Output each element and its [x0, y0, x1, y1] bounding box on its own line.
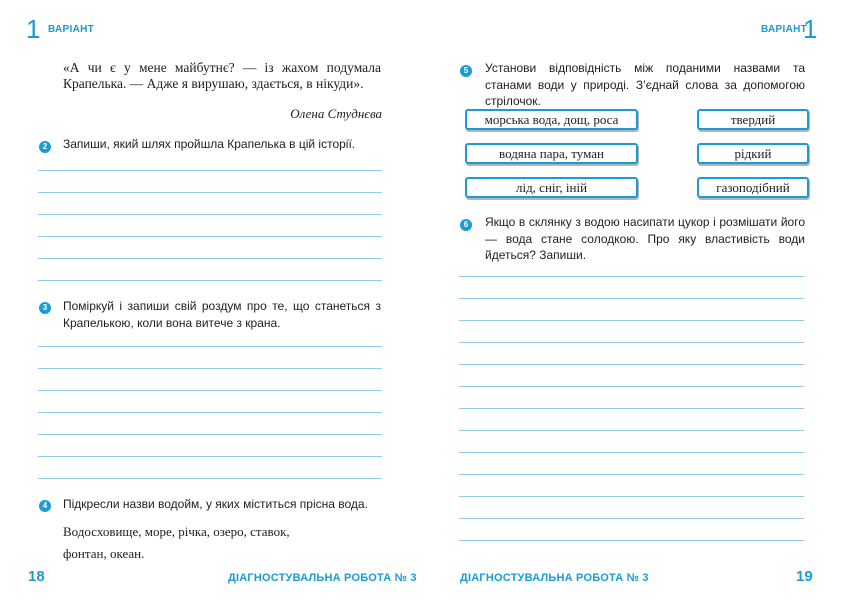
match-right-item[interactable]: рідкий — [697, 143, 809, 164]
match-left-item[interactable]: водяна пара, туман — [465, 143, 638, 164]
question-5-text: Установи відповідність між поданими назвами та станами води у природі. З’єднай слова за допомогою стрілочок. — [485, 61, 805, 108]
question-number-6: 6 — [460, 219, 472, 231]
story-quote: «А чи є у мене майбутнє? — із жахом подумала Крапелька. — Адже я вирушаю, здається, в нікуди». — [63, 60, 381, 91]
question-3-text: Поміркуй і запиши свій роздум про те, що станеться з Крапелькою, коли вона витече з крана. — [63, 299, 381, 330]
answer-lines-q3[interactable] — [38, 346, 382, 479]
answer-lines-q2[interactable] — [38, 170, 382, 281]
match-left-item[interactable]: морська вода, дощ, роса — [465, 109, 638, 130]
freshwater-word-list[interactable]: Водосховище, море, річка, озеро, ставок, фонтан, океан. — [63, 524, 290, 561]
page-number-left: 18 — [28, 568, 45, 585]
quote-author: Олена Студнєва — [290, 106, 382, 121]
footer-title-left: ДІАГНОСТУВАЛЬНА РОБОТА № 3 — [228, 572, 417, 584]
match-left-item[interactable]: лід, сніг, іній — [465, 177, 638, 198]
match-right-item[interactable]: твердий — [697, 109, 809, 130]
variant-label-left: ВАРІАНТ — [48, 24, 95, 35]
page-number-right: 19 — [796, 568, 813, 585]
variant-label-right: ВАРІАНТ — [761, 24, 808, 35]
variant-number-right: 1 — [803, 14, 818, 44]
variant-number-left: 1 — [26, 14, 41, 44]
footer-title-right: ДІАГНОСТУВАЛЬНА РОБОТА № 3 — [460, 572, 649, 584]
match-right-item[interactable]: газоподібний — [697, 177, 809, 198]
question-number-2: 2 — [39, 141, 51, 153]
question-6-text: Якщо в склянку з водою насипати цукор і розмішати його — вода стане солодкою. Про яку властивість води йдеться? Запиши. — [485, 215, 805, 262]
question-number-5: 5 — [460, 65, 472, 77]
question-number-4: 4 — [39, 500, 51, 512]
question-4-text: Підкресли назви водойм, у яких міститься прісна вода. — [63, 497, 368, 511]
question-2-text: Запиши, який шлях пройшла Крапелька в цій історії. — [63, 137, 356, 151]
answer-lines-q6[interactable] — [459, 276, 804, 541]
question-number-3: 3 — [39, 302, 51, 314]
